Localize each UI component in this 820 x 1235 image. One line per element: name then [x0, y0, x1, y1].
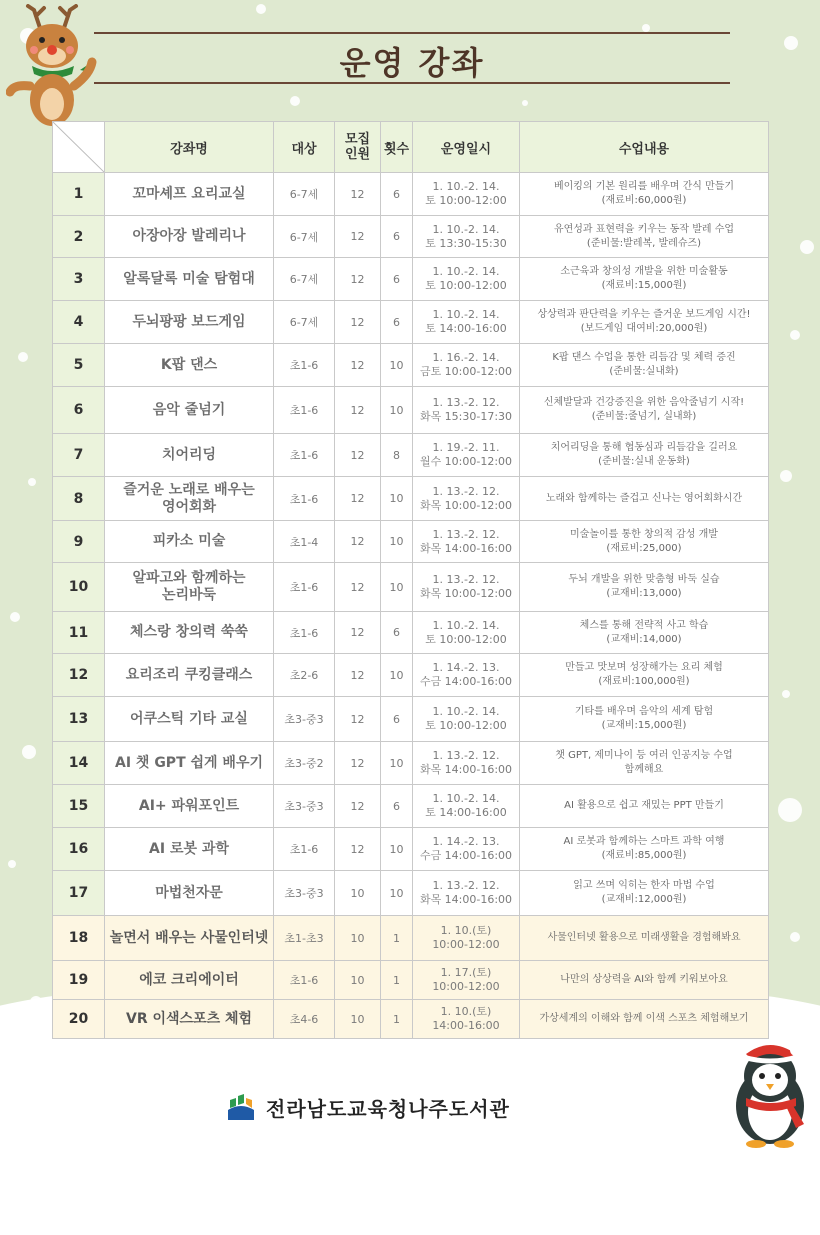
course-sessions: 6 [381, 697, 413, 742]
course-name: 놀면서 배우는 사물인터넷 [105, 916, 274, 961]
description-line: (교재비:12,000원) [601, 894, 687, 905]
course-name: 음악 줄넘기 [105, 387, 274, 434]
header-corner [53, 122, 105, 173]
schedule-line: 1. 10.(토) [440, 924, 492, 937]
course-sessions: 10 [381, 387, 413, 434]
course-name: 요리조리 쿠킹클래스 [105, 654, 274, 697]
course-schedule [413, 173, 520, 216]
course-name: 피카소 미술 [105, 521, 274, 563]
course-target: 초1-6 [274, 563, 335, 612]
course-description [520, 173, 769, 216]
description-line: 신체발달과 건강증진을 위한 음악줄넘기 시작! [543, 397, 745, 408]
course-description [520, 612, 769, 654]
schedule-line: 1. 10.-2. 14. [432, 265, 500, 278]
course-sessions: 6 [381, 785, 413, 828]
course-schedule [413, 301, 520, 344]
library-name: 전라남도교육청나주도서관 [266, 1096, 510, 1121]
course-description [520, 477, 769, 521]
course-schedule [413, 258, 520, 301]
course-name: 즐거운 노래로 배우는 영어회화 [105, 477, 274, 521]
course-target: 6-7세 [274, 216, 335, 258]
course-capacity: 12 [335, 612, 381, 654]
penguin-illustration [726, 1036, 814, 1148]
table-row [53, 387, 769, 434]
course-name: AI 챗 GPT 쉽게 배우기 [105, 742, 274, 785]
description-line: (재료비:85,000원) [601, 850, 687, 861]
course-schedule [413, 477, 520, 521]
row-number: 12 [53, 654, 105, 697]
course-schedule [413, 563, 520, 612]
course-sessions: 6 [381, 216, 413, 258]
header-schedule: 운영일시 [413, 122, 520, 173]
course-target: 초1-6 [274, 387, 335, 434]
course-schedule [413, 216, 520, 258]
course-description [520, 785, 769, 828]
course-target: 초3-중3 [274, 871, 335, 916]
description-line: 함께해요 [624, 764, 664, 775]
description-line: (준비물:실내 운동화) [598, 456, 690, 467]
course-schedule [413, 742, 520, 785]
row-number: 7 [53, 434, 105, 477]
course-description [520, 961, 769, 1000]
table-row [53, 477, 769, 521]
course-sessions: 10 [381, 742, 413, 785]
course-description [520, 434, 769, 477]
row-number: 1 [53, 173, 105, 216]
course-name: 체스랑 창의력 쑥쑥 [105, 612, 274, 654]
schedule-line: 14:00-16:00 [432, 1019, 500, 1032]
course-schedule [413, 961, 520, 1000]
course-name: 두뇌팡팡 보드게임 [105, 301, 274, 344]
description-line: (보드게임 대여비:20,000원) [580, 323, 708, 334]
table-row [53, 216, 769, 258]
description-line: 치어리딩을 통해 협동심과 리듬감을 길러요 [550, 442, 738, 453]
table-row [53, 344, 769, 387]
description-line: 두뇌 개발을 위한 맞춤형 바둑 실습 [568, 574, 720, 585]
course-description [520, 387, 769, 434]
course-sessions: 6 [381, 612, 413, 654]
course-description [520, 871, 769, 916]
course-target: 초1-6 [274, 828, 335, 871]
course-table [52, 121, 769, 1039]
course-description [520, 654, 769, 697]
row-number: 14 [53, 742, 105, 785]
course-target: 초1-6 [274, 434, 335, 477]
header-content: 수업내용 [520, 122, 769, 173]
course-target: 초1-6 [274, 612, 335, 654]
row-number: 3 [53, 258, 105, 301]
header-capacity: 모집 인원 [335, 122, 381, 173]
description-line: AI 활용으로 쉽고 재밌는 PPT 만들기 [564, 800, 724, 811]
row-number: 11 [53, 612, 105, 654]
row-number: 18 [53, 916, 105, 961]
course-capacity: 12 [335, 173, 381, 216]
course-sessions: 1 [381, 961, 413, 1000]
course-name: 마법천자문 [105, 871, 274, 916]
row-number: 13 [53, 697, 105, 742]
schedule-line: 1. 10.-2. 14. [432, 705, 500, 718]
schedule-line: 수금 14:00-16:00 [419, 849, 513, 862]
course-description [520, 344, 769, 387]
course-schedule [413, 828, 520, 871]
table-row [53, 301, 769, 344]
course-capacity: 10 [335, 961, 381, 1000]
course-capacity: 12 [335, 301, 381, 344]
course-schedule [413, 1000, 520, 1039]
course-target: 초1-6 [274, 961, 335, 1000]
course-schedule [413, 344, 520, 387]
description-line: K팝 댄스 수업을 통한 리듬감 및 체력 증진 [552, 352, 736, 363]
course-description [520, 301, 769, 344]
table-row [53, 563, 769, 612]
schedule-line: 화목 14:00-16:00 [419, 541, 513, 555]
course-target: 초3-중3 [274, 785, 335, 828]
course-capacity: 10 [335, 871, 381, 916]
header-target: 대상 [274, 122, 335, 173]
schedule-line: 수금 14:00-16:00 [419, 675, 513, 688]
schedule-line: 1. 13.-2. 12. [432, 749, 500, 762]
description-line: 챗 GPT, 제미나이 등 여러 인공지능 수업 [555, 750, 733, 761]
description-line: 노래와 함께하는 즐겁고 신나는 영어회화시간 [545, 492, 743, 504]
title-line-top [94, 32, 730, 34]
footer-library [226, 1090, 510, 1124]
course-name: 에코 크리에이터 [105, 961, 274, 1000]
table-row [53, 742, 769, 785]
course-capacity: 12 [335, 344, 381, 387]
row-number: 19 [53, 961, 105, 1000]
description-line: (교재비:15,000원) [601, 720, 687, 731]
course-capacity: 12 [335, 697, 381, 742]
course-target: 6-7세 [274, 258, 335, 301]
description-line: (준비물:실내화) [609, 366, 679, 377]
description-line: (재료비:100,000원) [598, 676, 690, 687]
course-schedule [413, 434, 520, 477]
course-description [520, 521, 769, 563]
description-line: (준비물:줄넘기, 실내화) [591, 411, 697, 422]
course-capacity: 12 [335, 434, 381, 477]
table-row [53, 434, 769, 477]
description-line: 만들고 맛보며 성장해가는 요리 체험 [565, 662, 723, 673]
description-line: 미술놀이를 통한 창의적 감성 개발 [570, 528, 718, 540]
course-description [520, 697, 769, 742]
description-line: (교재비:13,000) [606, 588, 682, 599]
course-description [520, 828, 769, 871]
course-capacity: 12 [335, 477, 381, 521]
course-target: 6-7세 [274, 173, 335, 216]
header-course-name: 강좌명 [105, 122, 274, 173]
table-header-row [53, 122, 769, 173]
schedule-line: 1. 14.-2. 13. [432, 835, 500, 848]
schedule-line: 토 14:00-16:00 [425, 806, 507, 819]
course-sessions: 10 [381, 477, 413, 521]
schedule-line: 1. 17.(토) [440, 966, 492, 979]
description-line: 체스를 통해 전략적 사고 학습 [579, 619, 709, 631]
course-sessions: 10 [381, 654, 413, 697]
course-name: 아장아장 발레리나 [105, 216, 274, 258]
course-target: 초2-6 [274, 654, 335, 697]
course-sessions: 6 [381, 173, 413, 216]
schedule-line: 1. 13.-2. 12. [432, 879, 500, 892]
schedule-line: 월수 10:00-12:00 [419, 455, 513, 468]
description-line: (재료비:60,000원) [601, 195, 687, 206]
course-description [520, 742, 769, 785]
course-name: K팝 댄스 [105, 344, 274, 387]
course-capacity: 12 [335, 521, 381, 563]
table-row [53, 1000, 769, 1039]
course-description [520, 916, 769, 961]
schedule-line: 1. 10.-2. 14. [432, 180, 500, 193]
description-line: 사물인터넷 활용으로 미래생활을 경험해봐요 [547, 932, 741, 943]
schedule-line: 1. 13.-2. 12. [432, 484, 500, 498]
course-target: 초3-중2 [274, 742, 335, 785]
description-line: 가상세계의 이해와 함께 이색 스포츠 체험해보기 [539, 1013, 749, 1024]
course-schedule [413, 871, 520, 916]
row-number: 9 [53, 521, 105, 563]
schedule-line: 1. 14.-2. 13. [432, 661, 500, 674]
library-logo-icon [226, 1092, 256, 1122]
header-sessions: 횟수 [381, 122, 413, 173]
table-row [53, 828, 769, 871]
course-description [520, 1000, 769, 1039]
course-sessions: 10 [381, 871, 413, 916]
schedule-line: 1. 10.(토) [440, 1005, 492, 1018]
schedule-line: 1. 13.-2. 12. [432, 527, 500, 541]
course-sessions: 1 [381, 1000, 413, 1039]
course-target: 초1-6 [274, 344, 335, 387]
description-line: 소근육과 창의성 개발을 위한 미술활동 [560, 266, 728, 277]
course-target: 6-7세 [274, 301, 335, 344]
table-row [53, 871, 769, 916]
title-line-bottom [94, 82, 730, 84]
row-number: 10 [53, 563, 105, 612]
course-sessions: 10 [381, 563, 413, 612]
schedule-line: 1. 10.-2. 14. [432, 222, 500, 236]
schedule-line: 화목 15:30-17:30 [419, 410, 513, 423]
schedule-line: 화목 14:00-16:00 [419, 763, 513, 776]
course-sessions: 8 [381, 434, 413, 477]
row-number: 17 [53, 871, 105, 916]
course-schedule [413, 697, 520, 742]
description-line: (재료비:25,000) [606, 542, 682, 554]
course-sessions: 10 [381, 521, 413, 563]
table-row [53, 654, 769, 697]
course-sessions: 1 [381, 916, 413, 961]
course-name: AI 로봇 과학 [105, 828, 274, 871]
schedule-line: 토 10:00-12:00 [425, 194, 507, 207]
schedule-line: 10:00-12:00 [432, 938, 500, 951]
course-name: 알파고와 함께하는 논리바둑 [105, 563, 274, 612]
course-name: VR 이색스포츠 체험 [105, 1000, 274, 1039]
course-schedule [413, 612, 520, 654]
course-description [520, 216, 769, 258]
title-banner [94, 30, 730, 86]
schedule-line: 1. 10.-2. 14. [432, 618, 500, 632]
row-number: 4 [53, 301, 105, 344]
table-row [53, 173, 769, 216]
course-target: 초1-초3 [274, 916, 335, 961]
row-number: 2 [53, 216, 105, 258]
table-row [53, 521, 769, 563]
course-target: 초1-6 [274, 477, 335, 521]
course-name: 치어리딩 [105, 434, 274, 477]
course-capacity: 12 [335, 387, 381, 434]
schedule-line: 토 13:30-15:30 [425, 236, 507, 250]
description-line: AI 로봇과 함께하는 스마트 과학 여행 [563, 836, 725, 847]
schedule-line: 1. 13.-2. 12. [432, 573, 500, 586]
course-capacity: 12 [335, 828, 381, 871]
schedule-line: 화목 10:00-12:00 [419, 498, 513, 512]
course-description [520, 258, 769, 301]
schedule-line: 화목 14:00-16:00 [419, 893, 513, 906]
reindeer-illustration [6, 4, 98, 132]
course-target: 초4-6 [274, 1000, 335, 1039]
schedule-line: 토 10:00-12:00 [425, 279, 507, 292]
course-sessions: 6 [381, 301, 413, 344]
schedule-line: 1. 16.-2. 14. [432, 351, 500, 364]
description-line: (준비물:발레복, 발레슈즈) [586, 237, 702, 249]
description-line: 읽고 쓰며 익히는 한자 마법 수업 [573, 880, 715, 891]
page-title: 운영 강좌 [339, 44, 485, 82]
description-line: (재료비:15,000원) [601, 280, 687, 291]
schedule-line: 1. 10.-2. 14. [432, 792, 500, 805]
table-row [53, 612, 769, 654]
row-number: 8 [53, 477, 105, 521]
row-number: 16 [53, 828, 105, 871]
course-capacity: 12 [335, 785, 381, 828]
course-capacity: 10 [335, 916, 381, 961]
schedule-line: 토 14:00-16:00 [425, 322, 507, 335]
schedule-line: 금토 10:00-12:00 [419, 365, 513, 378]
table-row [53, 697, 769, 742]
course-schedule [413, 387, 520, 434]
table-row [53, 916, 769, 961]
row-number: 20 [53, 1000, 105, 1039]
course-name: AI+ 파워포인트 [105, 785, 274, 828]
row-number: 15 [53, 785, 105, 828]
row-number: 6 [53, 387, 105, 434]
schedule-line: 토 10:00-12:00 [425, 632, 507, 646]
course-target: 초3-중3 [274, 697, 335, 742]
course-sessions: 6 [381, 258, 413, 301]
description-line: 상상력과 판단력을 키우는 즐거운 보드게임 시간! [537, 309, 751, 320]
course-schedule [413, 916, 520, 961]
description-line: 베이킹의 기본 원리를 배우며 간식 만들기 [553, 181, 735, 192]
schedule-line: 1. 10.-2. 14. [432, 308, 500, 321]
description-line: 기타를 배우며 음악의 세계 탐험 [574, 706, 714, 717]
course-capacity: 12 [335, 654, 381, 697]
schedule-line: 1. 19.-2. 11. [432, 441, 500, 454]
course-capacity: 12 [335, 742, 381, 785]
course-capacity: 12 [335, 563, 381, 612]
course-name: 꼬마셰프 요리교실 [105, 173, 274, 216]
row-number: 5 [53, 344, 105, 387]
course-name: 어쿠스틱 기타 교실 [105, 697, 274, 742]
course-sessions: 10 [381, 344, 413, 387]
course-capacity: 12 [335, 258, 381, 301]
schedule-line: 토 10:00-12:00 [425, 719, 507, 732]
course-name: 알록달록 미술 탐험대 [105, 258, 274, 301]
description-line: 나만의 상상력을 AI와 함께 키워보아요 [560, 974, 728, 985]
course-sessions: 10 [381, 828, 413, 871]
schedule-line: 화목 10:00-12:00 [419, 587, 513, 600]
schedule-line: 10:00-12:00 [432, 980, 500, 993]
table-row [53, 785, 769, 828]
course-target: 초1-4 [274, 521, 335, 563]
course-capacity: 10 [335, 1000, 381, 1039]
course-schedule [413, 654, 520, 697]
course-capacity: 12 [335, 216, 381, 258]
course-description [520, 563, 769, 612]
course-schedule [413, 785, 520, 828]
description-line: (교재비:14,000) [606, 633, 682, 645]
course-schedule [413, 521, 520, 563]
table-row [53, 961, 769, 1000]
description-line: 유연성과 표현력을 키우는 동작 발레 수업 [553, 223, 735, 235]
schedule-line: 1. 13.-2. 12. [432, 396, 500, 409]
table-row [53, 258, 769, 301]
